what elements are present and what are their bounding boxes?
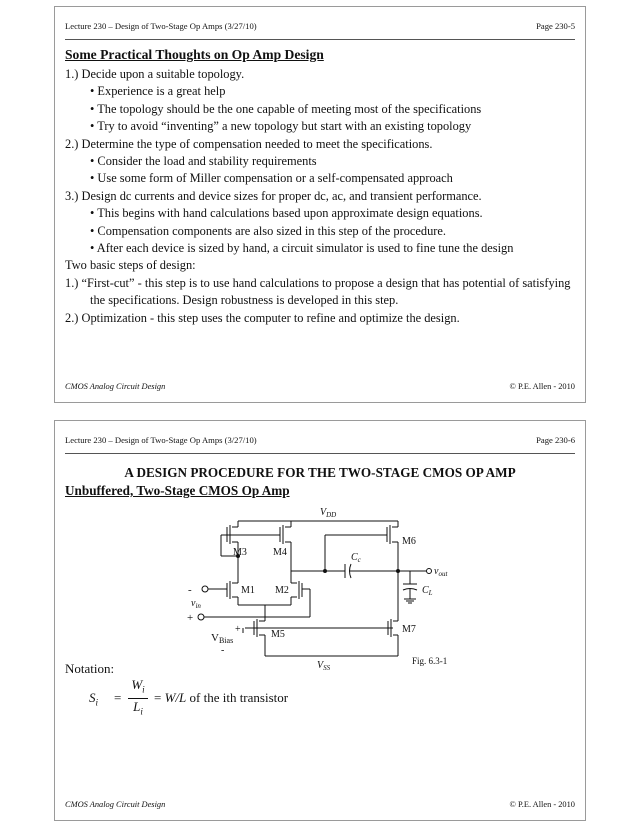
- m5-label: M5: [271, 629, 285, 640]
- m2-label: M2: [275, 585, 289, 596]
- cc-label: $C_c$: [351, 552, 361, 564]
- slide-body: [65, 66, 573, 327]
- footer-course-name: CMOS Analog Circuit Design: [65, 382, 166, 391]
- bullet: • Consider the load and stability requirements: [90, 154, 317, 169]
- slide-page-230-6: [54, 420, 586, 821]
- vin-label: $v_{in}$: [191, 598, 201, 610]
- formula-description: = W/L of the ith transistor: [154, 690, 289, 705]
- load-capacitor: [403, 584, 417, 603]
- transistor-m5: [243, 619, 265, 656]
- m3-label: M3: [233, 547, 247, 558]
- vin-plus-label: +: [187, 612, 194, 624]
- vbias-plus-label: +: [235, 624, 241, 635]
- transistor-m1: [202, 578, 238, 605]
- vbias-minus-label: -: [221, 645, 225, 656]
- vss-label: $V_{SS}$: [317, 660, 331, 672]
- design-steps-heading: Two basic steps of design:: [65, 258, 196, 273]
- header-divider: [65, 39, 575, 40]
- formula-equals: =: [114, 690, 122, 705]
- design-step-first-cut: 1.) “First-cut” - this step is to use hand calculations to propose a design that has potential of satisfying the specifications. Design robustness is developed in this step.: [65, 275, 571, 308]
- footer-course-name: CMOS Analog Circuit Design: [65, 800, 166, 809]
- step-2: 2.) Determine the type of compensation needed to meet the specifications.: [65, 136, 433, 151]
- transistor-m6: [380, 521, 398, 571]
- vin-minus-label: -: [188, 584, 192, 596]
- op-amp-schematic: [55, 421, 585, 681]
- design-step-optimization: 2.) Optimization - this step uses the computer to refine and optimize the design.: [65, 310, 460, 325]
- slide-title: Some Practical Thoughts on Op Amp Design: [65, 47, 324, 62]
- footer-copyright: © P.E. Allen - 2010: [509, 382, 575, 391]
- footer-copyright: © P.E. Allen - 2010: [509, 800, 575, 809]
- vout-terminal: [427, 569, 432, 574]
- cl-label: $C_L$: [422, 585, 433, 597]
- slide-footer: [65, 800, 575, 809]
- figure-number: Fig. 6.3-1: [412, 656, 448, 666]
- formula-s: $S_i$: [89, 690, 99, 708]
- header-lecture-title: Lecture 230 – Design of Two-Stage Op Amps (3/27/10): [65, 435, 257, 445]
- vout-label: $v_{out}$: [434, 566, 448, 578]
- slide-page-230-5: [54, 6, 586, 403]
- m7-label: M7: [402, 624, 416, 635]
- vdd-label: $V_{DD}$: [320, 507, 337, 519]
- step-1: 1.) Decide upon a suitable topology.: [65, 67, 245, 81]
- vin-plus-terminal: [198, 614, 204, 620]
- slide-footer: [65, 382, 575, 391]
- step-3: 3.) Design dc currents and device sizes for proper dc, ac, and transient performance.: [65, 188, 482, 203]
- notation-label: Notation:: [65, 661, 115, 676]
- m4-label: M4: [273, 547, 287, 558]
- vbias-label: VBias: [211, 632, 234, 645]
- bullet: • This begins with hand calculations based upon approximate design equations.: [90, 206, 483, 221]
- bullet: • Experience is a great help: [90, 84, 226, 99]
- bullet: • Use some form of Miller compensation or a self-compensated approach: [90, 171, 453, 186]
- bullet: • Try to avoid “inventing” a new topology but start with an existing topology: [90, 119, 472, 134]
- compensation-capacitor: [345, 564, 398, 578]
- sizing-formula: [89, 677, 389, 717]
- header-lecture-title: Lecture 230 – Design of Two-Stage Op Amps (3/27/10): [65, 21, 257, 31]
- slide-title: A DESIGN PROCEDURE FOR THE TWO-STAGE CMOS OP AMP: [124, 465, 516, 480]
- transistor-m2: [291, 578, 310, 605]
- m6-label: M6: [402, 536, 416, 547]
- m1-label: M1: [241, 585, 255, 596]
- formula-fraction: $W_i$ $L_i$: [127, 677, 149, 719]
- transistor-m7: [388, 611, 398, 656]
- slide-header: [65, 21, 575, 31]
- header-page-number: Page 230-5: [536, 21, 575, 31]
- bullet: • After each device is sized by hand, a circuit simulator is used to fine tune the design: [90, 241, 514, 256]
- slide-subtitle: Unbuffered, Two-Stage CMOS Op Amp: [65, 483, 290, 498]
- header-page-number: Page 230-6: [536, 435, 575, 445]
- bullet: • Compensation components are also sized in this step of the procedure.: [90, 223, 447, 238]
- bullet: • The topology should be the one capable of meeting most of the specifications: [90, 101, 482, 116]
